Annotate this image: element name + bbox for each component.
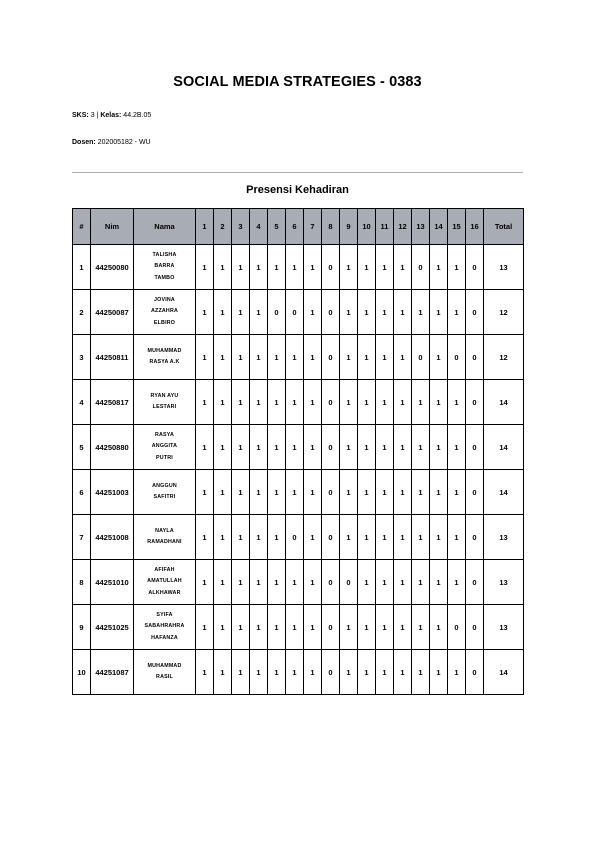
session-2-cell: 1: [214, 650, 232, 695]
student-name-line: SAFITRI: [153, 494, 176, 500]
session-12-cell: 1: [394, 560, 412, 605]
session-11-cell: 1: [376, 425, 394, 470]
row-number: 10: [73, 650, 91, 695]
session-16-cell: 0: [466, 290, 484, 335]
divider: [72, 172, 523, 173]
session-14-cell: 1: [430, 380, 448, 425]
column-header: 5: [268, 209, 286, 245]
session-4-cell: 1: [250, 605, 268, 650]
sks-label: SKS:: [72, 112, 89, 119]
student-name-line: SABAHRAHRA: [144, 623, 185, 630]
session-15-cell: 1: [448, 245, 466, 290]
dosen-value: 202005182 - WU: [97, 139, 151, 146]
table-row: [73, 515, 524, 560]
session-13-cell: 1: [412, 605, 430, 650]
session-3-cell: 1: [232, 290, 250, 335]
session-3-cell: 1: [232, 380, 250, 425]
column-header: 3: [232, 209, 250, 245]
session-12-cell: 1: [394, 335, 412, 380]
session-16-cell: 0: [466, 380, 484, 425]
student-name-line: AMATULLAH: [147, 578, 182, 585]
session-15-cell: 1: [448, 515, 466, 560]
session-6-cell: 1: [286, 650, 304, 695]
session-14-cell: 1: [430, 245, 448, 290]
session-10-cell: 1: [358, 605, 376, 650]
session-9-cell: 1: [340, 290, 358, 335]
session-7-cell: 1: [304, 380, 322, 425]
session-2-cell: 1: [214, 245, 232, 290]
session-4-cell: 1: [250, 515, 268, 560]
session-12-cell: 1: [394, 425, 412, 470]
session-2-cell: 1: [214, 515, 232, 560]
session-12-cell: 1: [394, 470, 412, 515]
session-2-cell: 1: [214, 335, 232, 380]
session-2-cell: 1: [214, 470, 232, 515]
session-16-cell: 0: [466, 470, 484, 515]
session-5-cell: 1: [268, 470, 286, 515]
student-nim: 44250880: [91, 425, 134, 470]
total-cell: 14: [484, 380, 524, 425]
session-4-cell: 1: [250, 335, 268, 380]
session-14-cell: 1: [430, 605, 448, 650]
session-10-cell: 1: [358, 245, 376, 290]
total-cell: 13: [484, 560, 524, 605]
student-nim: 44250811: [91, 335, 134, 380]
total-cell: 12: [484, 335, 524, 380]
student-name-line: HAFANZA: [151, 634, 178, 641]
column-header: 16: [466, 209, 484, 245]
session-10-cell: 1: [358, 335, 376, 380]
session-16-cell: 0: [466, 650, 484, 695]
session-5-cell: 1: [268, 425, 286, 470]
student-name-line: ANGGITA: [151, 443, 178, 450]
session-7-cell: 1: [304, 650, 322, 695]
session-11-cell: 1: [376, 650, 394, 695]
session-10-cell: 1: [358, 380, 376, 425]
student-nim: 44251087: [91, 650, 134, 695]
column-header: 14: [430, 209, 448, 245]
session-8-cell: 0: [322, 380, 340, 425]
total-cell: 13: [484, 605, 524, 650]
session-13-cell: 1: [412, 650, 430, 695]
session-14-cell: 1: [430, 560, 448, 605]
total-cell: 14: [484, 470, 524, 515]
session-3-cell: 1: [232, 650, 250, 695]
session-13-cell: 1: [412, 515, 430, 560]
table-header-row: [73, 209, 524, 245]
session-2-cell: 1: [214, 605, 232, 650]
row-number: 2: [73, 290, 91, 335]
session-6-cell: 1: [286, 605, 304, 650]
session-5-cell: 1: [268, 605, 286, 650]
session-6-cell: 1: [286, 470, 304, 515]
student-name-line: SYIFA: [156, 611, 173, 618]
student-name-line: RASYA A.K: [149, 359, 180, 365]
session-6-cell: 0: [286, 290, 304, 335]
student-name-line: AZZAHRA: [151, 308, 178, 315]
session-3-cell: 1: [232, 425, 250, 470]
student-nim: 44250087: [91, 290, 134, 335]
session-12-cell: 1: [394, 650, 412, 695]
session-7-cell: 1: [304, 425, 322, 470]
session-11-cell: 1: [376, 515, 394, 560]
student-nim: 44251025: [91, 605, 134, 650]
table-row: [73, 245, 524, 290]
session-15-cell: 1: [448, 290, 466, 335]
session-11-cell: 1: [376, 380, 394, 425]
table-row: [73, 380, 524, 425]
column-header: 15: [448, 209, 466, 245]
column-header: 6: [286, 209, 304, 245]
row-number: 1: [73, 245, 91, 290]
session-15-cell: 0: [448, 335, 466, 380]
row-number: 5: [73, 425, 91, 470]
dosen-label: Dosen:: [72, 139, 96, 146]
session-3-cell: 1: [232, 560, 250, 605]
column-header: 13: [412, 209, 430, 245]
column-header: 4: [250, 209, 268, 245]
session-4-cell: 1: [250, 650, 268, 695]
session-6-cell: 1: [286, 380, 304, 425]
session-4-cell: 1: [250, 470, 268, 515]
session-4-cell: 1: [250, 290, 268, 335]
session-7-cell: 1: [304, 245, 322, 290]
session-15-cell: 1: [448, 425, 466, 470]
column-header: 1: [196, 209, 214, 245]
session-6-cell: 1: [286, 560, 304, 605]
session-7-cell: 1: [304, 290, 322, 335]
student-name-line: PUTRI: [156, 454, 173, 461]
session-7-cell: 1: [304, 560, 322, 605]
session-2-cell: 1: [214, 290, 232, 335]
session-2-cell: 1: [214, 425, 232, 470]
session-3-cell: 1: [232, 335, 250, 380]
session-11-cell: 1: [376, 245, 394, 290]
session-4-cell: 1: [250, 380, 268, 425]
session-15-cell: 1: [448, 470, 466, 515]
student-name-line: AFIFAH: [154, 566, 175, 573]
session-9-cell: 1: [340, 605, 358, 650]
student-nim: 44251008: [91, 515, 134, 560]
student-nim: 44250080: [91, 245, 134, 290]
student-name: [134, 380, 196, 425]
session-12-cell: 1: [394, 605, 412, 650]
session-15-cell: 1: [448, 380, 466, 425]
session-14-cell: 1: [430, 650, 448, 695]
page-title: SOCIAL MEDIA STRATEGIES - 0383: [173, 74, 422, 90]
session-1-cell: 1: [196, 470, 214, 515]
session-6-cell: 0: [286, 515, 304, 560]
session-8-cell: 0: [322, 290, 340, 335]
column-header: 9: [340, 209, 358, 245]
table-row: [73, 470, 524, 515]
session-16-cell: 0: [466, 560, 484, 605]
student-name-line: RASIL: [156, 674, 173, 680]
student-name: [134, 425, 196, 470]
student-name-line: ALKHAWAR: [148, 589, 181, 596]
session-10-cell: 1: [358, 560, 376, 605]
student-nim: 44251010: [91, 560, 134, 605]
session-9-cell: 1: [340, 335, 358, 380]
session-16-cell: 0: [466, 425, 484, 470]
session-11-cell: 1: [376, 605, 394, 650]
student-name-line: ANGGUN: [152, 482, 177, 489]
student-name: [134, 515, 196, 560]
student-name: [134, 335, 196, 380]
session-10-cell: 1: [358, 425, 376, 470]
student-name-line: LESTARI: [152, 404, 177, 410]
session-1-cell: 1: [196, 515, 214, 560]
session-1-cell: 1: [196, 290, 214, 335]
kelas-value: 44.2B.05: [123, 112, 152, 119]
session-1-cell: 1: [196, 380, 214, 425]
session-10-cell: 1: [358, 515, 376, 560]
session-8-cell: 0: [322, 515, 340, 560]
meta-separator: |: [96, 112, 99, 119]
session-13-cell: 1: [412, 290, 430, 335]
table-row: [73, 335, 524, 380]
student-name-line: JOVINA: [154, 296, 175, 303]
session-12-cell: 1: [394, 380, 412, 425]
session-12-cell: 1: [394, 290, 412, 335]
session-5-cell: 1: [268, 515, 286, 560]
session-9-cell: 1: [340, 380, 358, 425]
column-header: Total: [484, 209, 524, 245]
session-10-cell: 1: [358, 650, 376, 695]
sks-value: 3: [90, 112, 95, 119]
total-cell: 13: [484, 515, 524, 560]
course-meta: [72, 112, 151, 119]
student-nim: 44251003: [91, 470, 134, 515]
session-15-cell: 1: [448, 650, 466, 695]
session-5-cell: 1: [268, 245, 286, 290]
session-6-cell: 1: [286, 335, 304, 380]
session-15-cell: 1: [448, 560, 466, 605]
session-8-cell: 0: [322, 605, 340, 650]
session-7-cell: 1: [304, 515, 322, 560]
session-16-cell: 0: [466, 515, 484, 560]
session-9-cell: 0: [340, 560, 358, 605]
column-header: Nim: [91, 209, 134, 245]
session-1-cell: 1: [196, 605, 214, 650]
session-13-cell: 1: [412, 470, 430, 515]
column-header: 11: [376, 209, 394, 245]
session-6-cell: 1: [286, 245, 304, 290]
row-number: 9: [73, 605, 91, 650]
session-6-cell: 1: [286, 425, 304, 470]
session-7-cell: 1: [304, 605, 322, 650]
session-2-cell: 1: [214, 560, 232, 605]
lecturer-meta: [72, 139, 151, 146]
column-header: #: [73, 209, 91, 245]
session-3-cell: 1: [232, 470, 250, 515]
session-15-cell: 0: [448, 605, 466, 650]
session-14-cell: 1: [430, 470, 448, 515]
column-header: 10: [358, 209, 376, 245]
student-name-line: ELBIRO: [153, 319, 176, 326]
kelas-label: Kelas:: [100, 112, 122, 119]
row-number: 8: [73, 560, 91, 605]
session-1-cell: 1: [196, 335, 214, 380]
session-7-cell: 1: [304, 470, 322, 515]
student-name-line: TALISHA: [152, 251, 177, 258]
session-5-cell: 1: [268, 560, 286, 605]
student-name: [134, 470, 196, 515]
student-name: [134, 245, 196, 290]
session-1-cell: 1: [196, 245, 214, 290]
session-16-cell: 0: [466, 605, 484, 650]
session-2-cell: 1: [214, 380, 232, 425]
session-14-cell: 1: [430, 335, 448, 380]
session-9-cell: 1: [340, 470, 358, 515]
column-header: 8: [322, 209, 340, 245]
column-header: Nama: [134, 209, 196, 245]
session-14-cell: 1: [430, 290, 448, 335]
session-9-cell: 1: [340, 425, 358, 470]
session-5-cell: 1: [268, 335, 286, 380]
table-row: [73, 425, 524, 470]
session-11-cell: 1: [376, 470, 394, 515]
session-9-cell: 1: [340, 650, 358, 695]
session-11-cell: 1: [376, 335, 394, 380]
session-1-cell: 1: [196, 425, 214, 470]
session-11-cell: 1: [376, 560, 394, 605]
table-row: [73, 650, 524, 695]
session-13-cell: 1: [412, 425, 430, 470]
session-3-cell: 1: [232, 245, 250, 290]
row-number: 6: [73, 470, 91, 515]
session-13-cell: 1: [412, 560, 430, 605]
table-row: [73, 605, 524, 650]
session-8-cell: 0: [322, 335, 340, 380]
session-4-cell: 1: [250, 560, 268, 605]
session-4-cell: 1: [250, 245, 268, 290]
row-number: 4: [73, 380, 91, 425]
column-header: 2: [214, 209, 232, 245]
session-10-cell: 1: [358, 290, 376, 335]
session-8-cell: 0: [322, 245, 340, 290]
session-8-cell: 0: [322, 425, 340, 470]
session-14-cell: 1: [430, 425, 448, 470]
session-9-cell: 1: [340, 515, 358, 560]
student-name-line: BARRA: [154, 263, 175, 270]
session-12-cell: 1: [394, 515, 412, 560]
table-row: [73, 290, 524, 335]
table-body: [73, 245, 524, 695]
total-cell: 14: [484, 650, 524, 695]
session-16-cell: 0: [466, 335, 484, 380]
student-name-line: MUHAMMAD: [147, 347, 182, 354]
session-11-cell: 1: [376, 290, 394, 335]
row-number: 7: [73, 515, 91, 560]
student-name: [134, 650, 196, 695]
row-number: 3: [73, 335, 91, 380]
session-13-cell: 0: [412, 335, 430, 380]
student-name: [134, 605, 196, 650]
session-1-cell: 1: [196, 560, 214, 605]
session-13-cell: 1: [412, 380, 430, 425]
total-cell: 13: [484, 245, 524, 290]
total-cell: 14: [484, 425, 524, 470]
session-5-cell: 1: [268, 380, 286, 425]
session-4-cell: 1: [250, 425, 268, 470]
session-10-cell: 1: [358, 470, 376, 515]
student-name-line: RYAN AYU: [150, 392, 179, 399]
session-12-cell: 1: [394, 245, 412, 290]
session-9-cell: 1: [340, 245, 358, 290]
student-name-line: RASYA: [154, 431, 175, 438]
session-14-cell: 1: [430, 515, 448, 560]
session-8-cell: 0: [322, 560, 340, 605]
table-row: [73, 560, 524, 605]
session-8-cell: 0: [322, 650, 340, 695]
student-name: [134, 560, 196, 605]
session-3-cell: 1: [232, 515, 250, 560]
student-name-line: NAYLA: [155, 527, 174, 534]
attendance-table: [72, 208, 524, 695]
student-nim: 44250817: [91, 380, 134, 425]
session-3-cell: 1: [232, 605, 250, 650]
session-13-cell: 0: [412, 245, 430, 290]
session-5-cell: 0: [268, 290, 286, 335]
session-8-cell: 0: [322, 470, 340, 515]
student-name-line: TAMBO: [154, 274, 175, 281]
total-cell: 12: [484, 290, 524, 335]
session-7-cell: 1: [304, 335, 322, 380]
column-header: 7: [304, 209, 322, 245]
section-title: Presensi Kehadiran: [246, 184, 349, 196]
session-16-cell: 0: [466, 245, 484, 290]
student-name-line: RAMADHANI: [147, 539, 182, 545]
student-name: [134, 290, 196, 335]
column-header: 12: [394, 209, 412, 245]
session-1-cell: 1: [196, 650, 214, 695]
session-5-cell: 1: [268, 650, 286, 695]
student-name-line: MUHAMMAD: [147, 662, 182, 669]
